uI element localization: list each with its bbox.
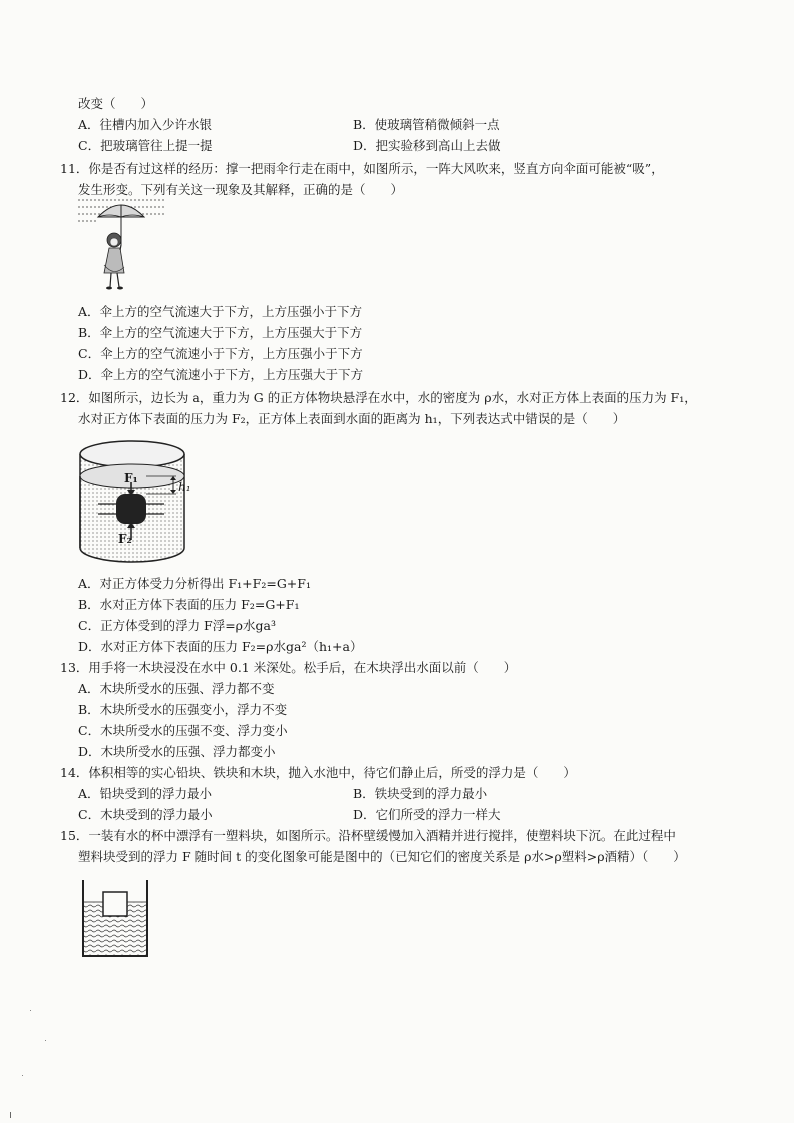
q12-option-d: D．水对正方体下表面的压力 F₂=ρ水ga²（h₁+a） bbox=[78, 639, 363, 654]
q11-option-b: B．伞上方的空气流速大于下方，上方压强大于下方 bbox=[78, 325, 363, 340]
q14-option-c: C．木块受到的浮力最小 bbox=[78, 807, 213, 822]
q12-option-c: C．正方体受到的浮力 F浮=ρ水ga³ bbox=[78, 618, 276, 633]
q10-option-b: B．使玻璃管稍微倾斜一点 bbox=[353, 117, 500, 132]
q12-f2-label: F₂ bbox=[118, 532, 132, 546]
umbrella-girl-icon bbox=[76, 195, 166, 293]
q11-option-c: C．伞上方的空气流速小于下方，上方压强小于下方 bbox=[78, 346, 363, 361]
q12-option-b: B．水对正方体下表面的压力 F₂=G+F₁ bbox=[78, 597, 300, 612]
scan-speck bbox=[30, 1010, 31, 1011]
q10-stem-tail: 改变（ ） bbox=[78, 96, 154, 111]
scan-mark bbox=[10, 1112, 11, 1118]
q12-stem-line1: 12．如图所示，边长为 a，重力为 G 的正方体物块悬浮在水中，水的密度为 ρ水，水对正方体上表面的压力为 F₁， bbox=[60, 390, 697, 405]
q14-stem: 14．体积相等的实心铅块、铁块和木块，抛入水池中，待它们静止后，所受的浮力是（ ） bbox=[60, 765, 576, 780]
q10-option-a: A．往槽内加入少许水银 bbox=[78, 117, 213, 132]
q11-stem-line2: 发生形变。下列有关这一现象及其解释，正确的是（ ） bbox=[78, 182, 404, 197]
q13-option-b: B．木块所受水的压强变小，浮力不变 bbox=[78, 702, 288, 717]
q10-option-c: C．把玻璃管往上提一提 bbox=[78, 138, 213, 153]
q13-option-a: A．木块所受水的压强、浮力都不变 bbox=[78, 681, 275, 696]
scan-speck bbox=[22, 1075, 23, 1076]
submerged-cube-figure bbox=[76, 436, 206, 568]
q11-option-d: D．伞上方的空气流速小于下方，上方压强大于下方 bbox=[78, 367, 364, 382]
q13-option-c: C．木块所受水的压强不变、浮力变小 bbox=[78, 723, 288, 738]
q11-stem-line1: 11．你是否有过这样的经历：撑一把雨伞行走在雨中，如图所示，一阵大风吹来，竖直方向伞面可能被“吸”， bbox=[60, 161, 664, 176]
q14-option-a: A．铅块受到的浮力最小 bbox=[78, 786, 213, 801]
q12-h1-label: h₁ bbox=[178, 480, 191, 494]
q13-stem: 13．用手将一木块浸没在水中 0.1 米深处。松手后，在木块浮出水面以前（ ） bbox=[60, 660, 517, 675]
q15-stem-line2: 塑料块受到的浮力 F 随时间 t 的变化图象可能是图中的（已知它们的密度关系是 ρ水>ρ塑料>ρ酒精）（ ） bbox=[78, 849, 686, 864]
q12-f1-label: F₁ bbox=[124, 471, 138, 485]
q15-stem-line1: 15．一装有水的杯中漂浮有一塑料块，如图所示。沿杯壁缓慢加入酒精并进行搅拌，使塑料块下沉。在此过程中 bbox=[60, 828, 676, 843]
q14-option-d: D．它们所受的浮力一样大 bbox=[353, 807, 501, 822]
q12-stem-line2: 水对正方体下表面的压力为 F₂，正方体上表面到水面的距离为 h₁，下列表达式中错误的是（ ） bbox=[78, 411, 626, 426]
q13-option-d: D．木块所受水的压强、浮力都变小 bbox=[78, 744, 276, 759]
q10-option-d: D．把实验移到高山上去做 bbox=[353, 138, 501, 153]
q14-option-b: B．铁块受到的浮力最小 bbox=[353, 786, 488, 801]
cup-with-block-icon bbox=[80, 878, 150, 960]
scan-speck bbox=[45, 1040, 46, 1041]
q12-option-a: A．对正方体受力分析得出 F₁+F₂=G+F₁ bbox=[78, 576, 311, 591]
q11-option-a: A．伞上方的空气流速大于下方，上方压强小于下方 bbox=[78, 304, 363, 319]
